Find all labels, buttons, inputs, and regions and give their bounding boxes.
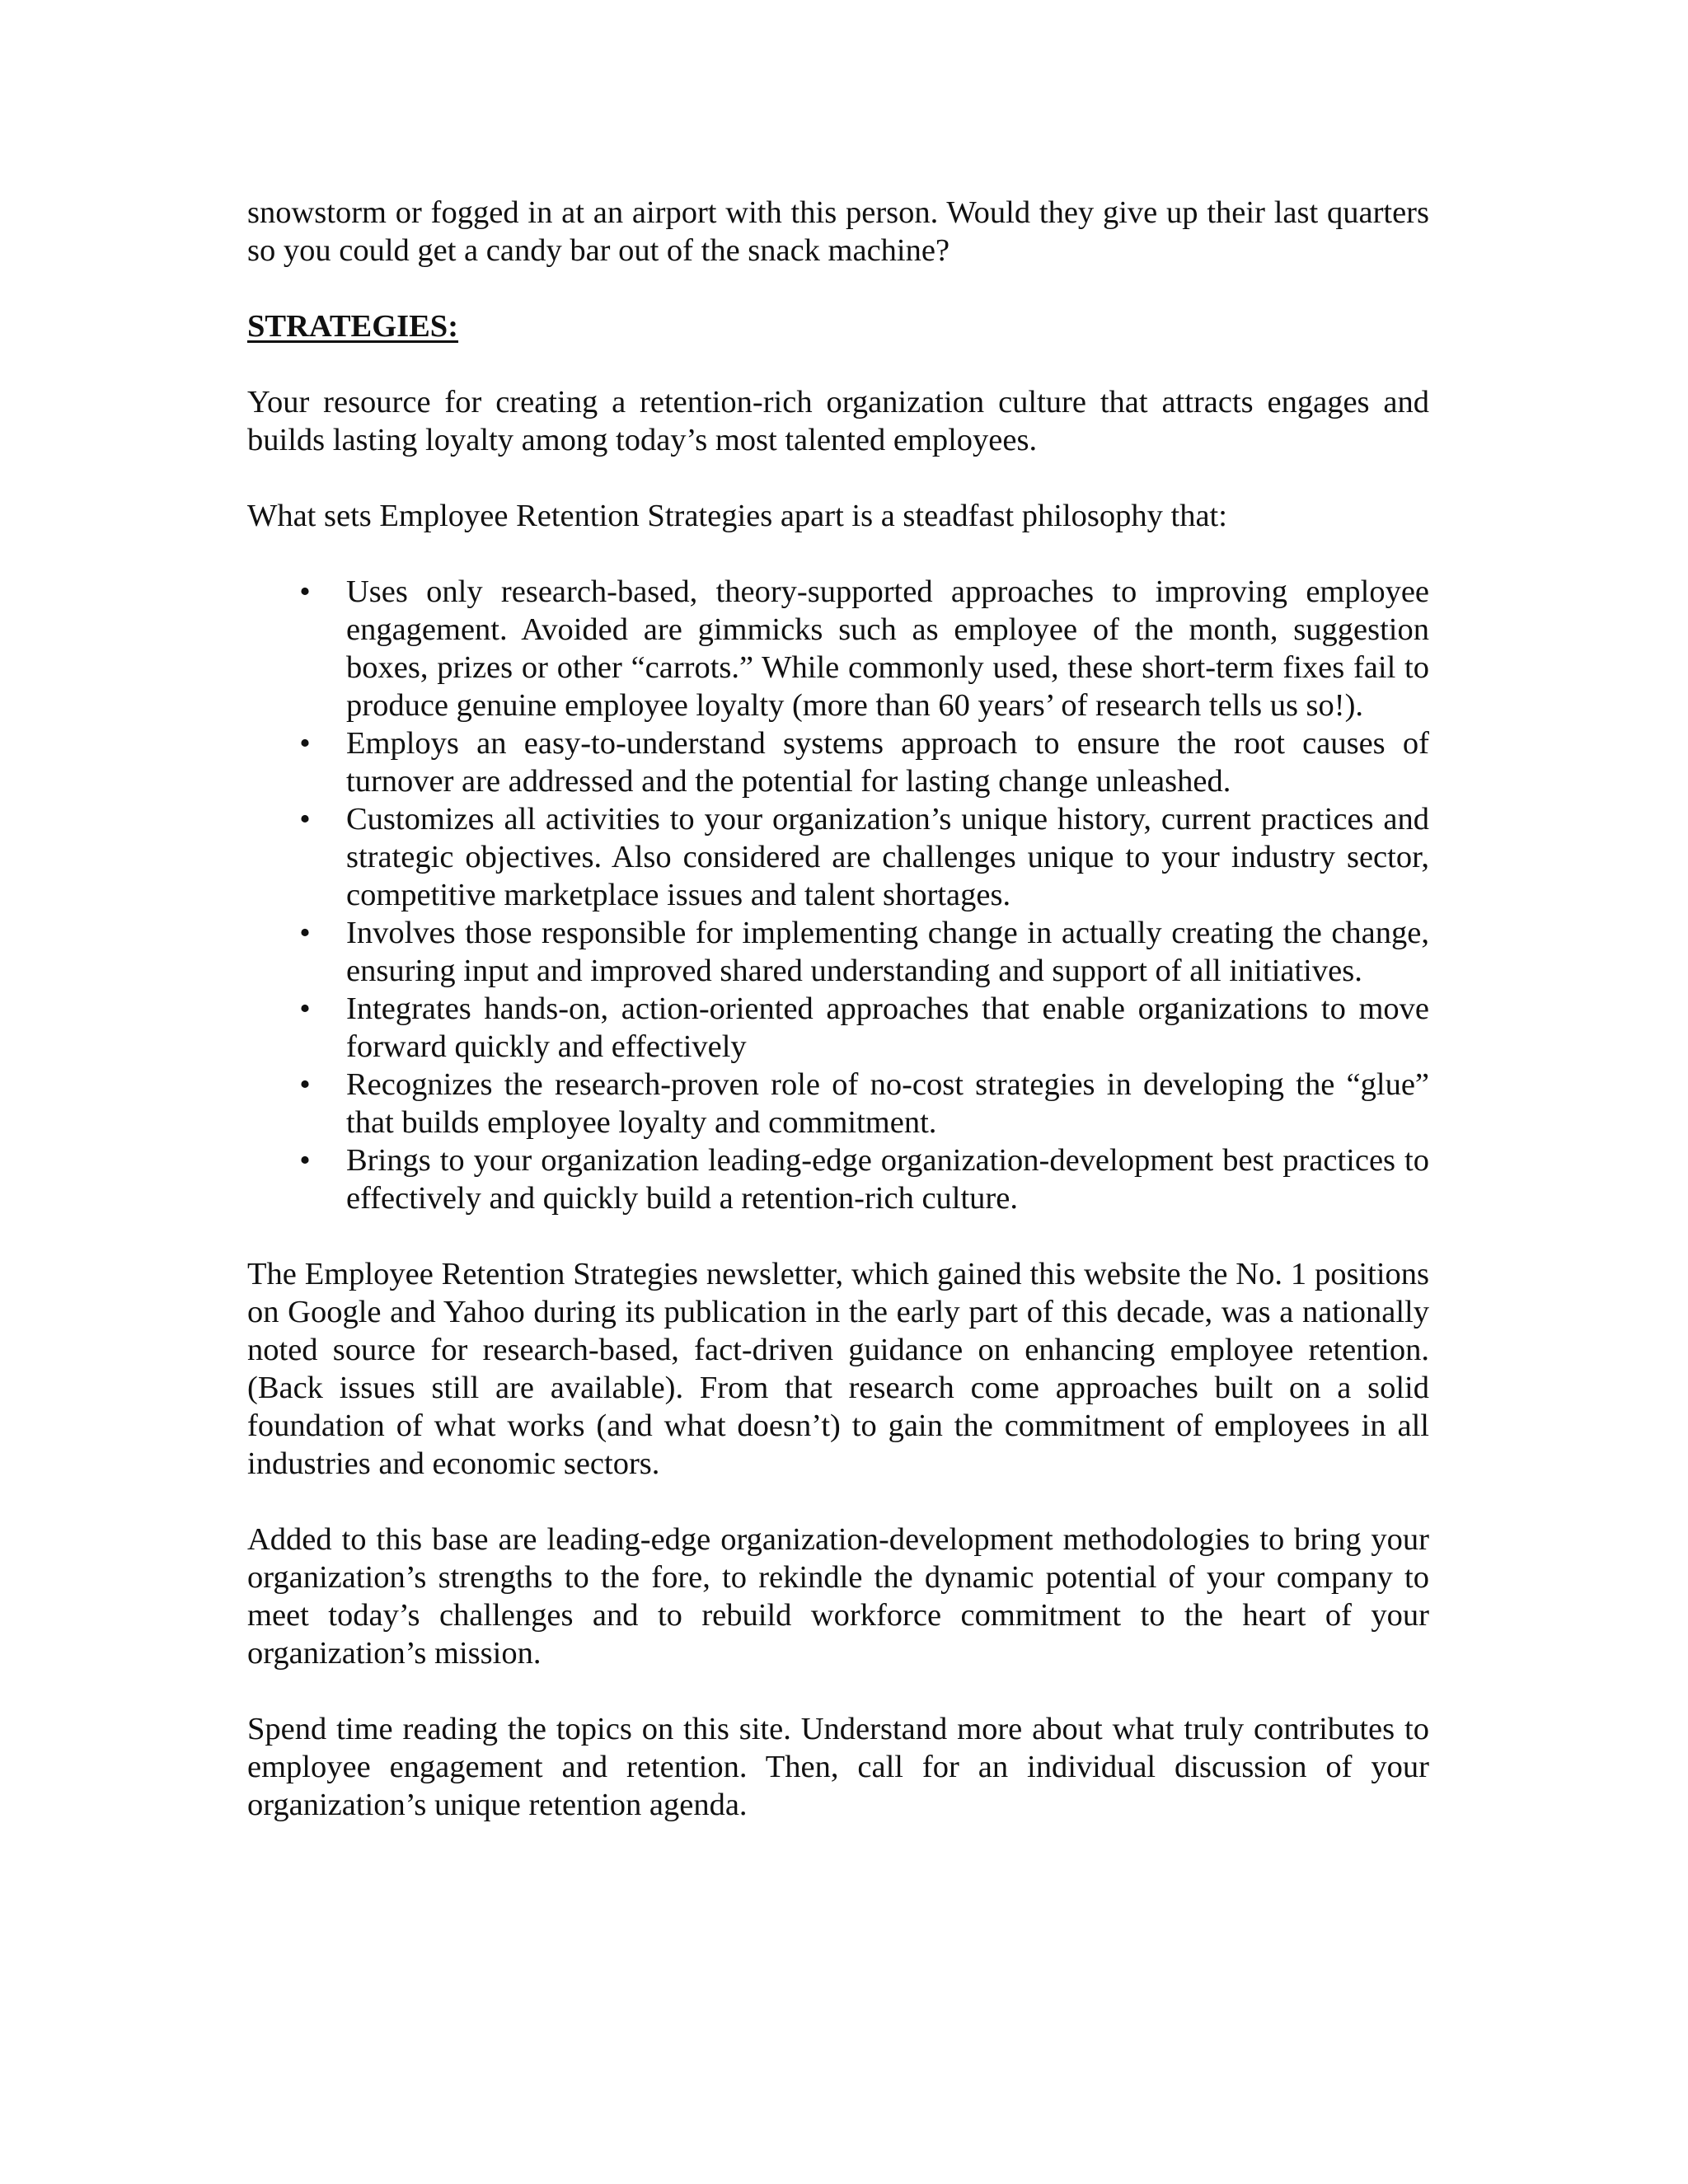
spacer	[247, 345, 1429, 383]
bullet-item	[247, 914, 1429, 990]
bullet-text: Employs an easy-to-understand systems approach to ensure the root causes of turnover are addressed and the potential for lasting change unleashed.	[346, 726, 1429, 799]
philosophy-intro: What sets Employee Retention Strategies apart is a steadfast philosophy that:	[247, 499, 1227, 533]
bullet-text: Customizes all activities to your organization’s unique history, current practices and strategic objectives. Also considered are challenges unique to your industry sector, competitive marketplace issues and talent shortages.	[346, 802, 1429, 912]
bullet-icon: •	[299, 1143, 311, 1178]
bullet-item	[247, 990, 1429, 1066]
intro-paragraph: snowstorm or fogged in at an airport with this person. Would they give up their last quarters so you could get a candy bar out of the snack machine?	[247, 195, 1429, 268]
bullet-text: Recognizes the research-proven role of no-cost strategies in developing the “glue” that builds employee loyalty and commitment.	[346, 1067, 1429, 1140]
bullet-item	[247, 1141, 1429, 1217]
section-heading: STRATEGIES:	[247, 309, 459, 344]
bullet-icon: •	[299, 991, 311, 1026]
spacer	[247, 269, 1429, 307]
document-page	[247, 194, 1429, 1824]
bullet-item	[247, 724, 1429, 800]
bullet-text: Integrates hands-on, action-oriented approaches that enable organizations to move forward quickly and effectively	[346, 991, 1429, 1064]
newsletter-paragraph: The Employee Retention Strategies newsletter, which gained this website the No. 1 positions on Google and Yahoo during its publication in the early part of this decade, was a nationally noted source for research-based, fact-driven guidance on enhancing employee retention. (Back issues still are available). From that research come approaches built on a solid foundation of what works (and what doesn’t) to gain the commitment of employees in all industries and economic sectors.	[247, 1257, 1429, 1481]
bullet-text: Brings to your organization leading-edge organization-development best practices to effectively and quickly build a retention-rich culture.	[346, 1143, 1429, 1216]
spacer	[247, 1672, 1429, 1710]
philosophy-bullet-list	[247, 573, 1429, 1217]
bullet-text: Involves those responsible for implementing change in actually creating the change, ensuring input and improved shared understanding and support of all initiatives.	[346, 916, 1429, 988]
bullet-icon: •	[299, 574, 311, 609]
bullet-item	[247, 573, 1429, 724]
spacer	[247, 1483, 1429, 1521]
spacer	[247, 459, 1429, 497]
bullet-icon: •	[299, 726, 311, 761]
bullet-icon: •	[299, 1067, 311, 1102]
bullet-icon: •	[299, 916, 311, 950]
methodologies-paragraph: Added to this base are leading-edge organization-development methodologies to bring your organization’s strengths to the fore, to rekindle the dynamic potential of your company to meet today’s challenges and to rebuild workforce commitment to the heart of your organization’s mission.	[247, 1522, 1429, 1671]
bullet-icon: •	[299, 802, 311, 837]
bullet-item	[247, 1066, 1429, 1141]
bullet-item	[247, 800, 1429, 914]
spacer	[247, 535, 1429, 573]
resource-paragraph: Your resource for creating a retention-rich organization culture that attracts engages and builds lasting loyalty among today’s most talented employees.	[247, 385, 1429, 457]
closing-paragraph: Spend time reading the topics on this site. Understand more about what truly contributes to employee engagement and retention. Then, call for an individual discussion of your organization’s unique retention agenda.	[247, 1712, 1429, 1822]
spacer	[247, 1217, 1429, 1255]
bullet-text: Uses only research-based, theory-supported approaches to improving employee engagement. Avoided are gimmicks such as employee of the month, suggestion boxes, prizes or other “carrots.” While commonly used, these short-term fixes fail to produce genuine employee loyalty (more than 60 years’ of research tells us so!).	[346, 574, 1429, 723]
